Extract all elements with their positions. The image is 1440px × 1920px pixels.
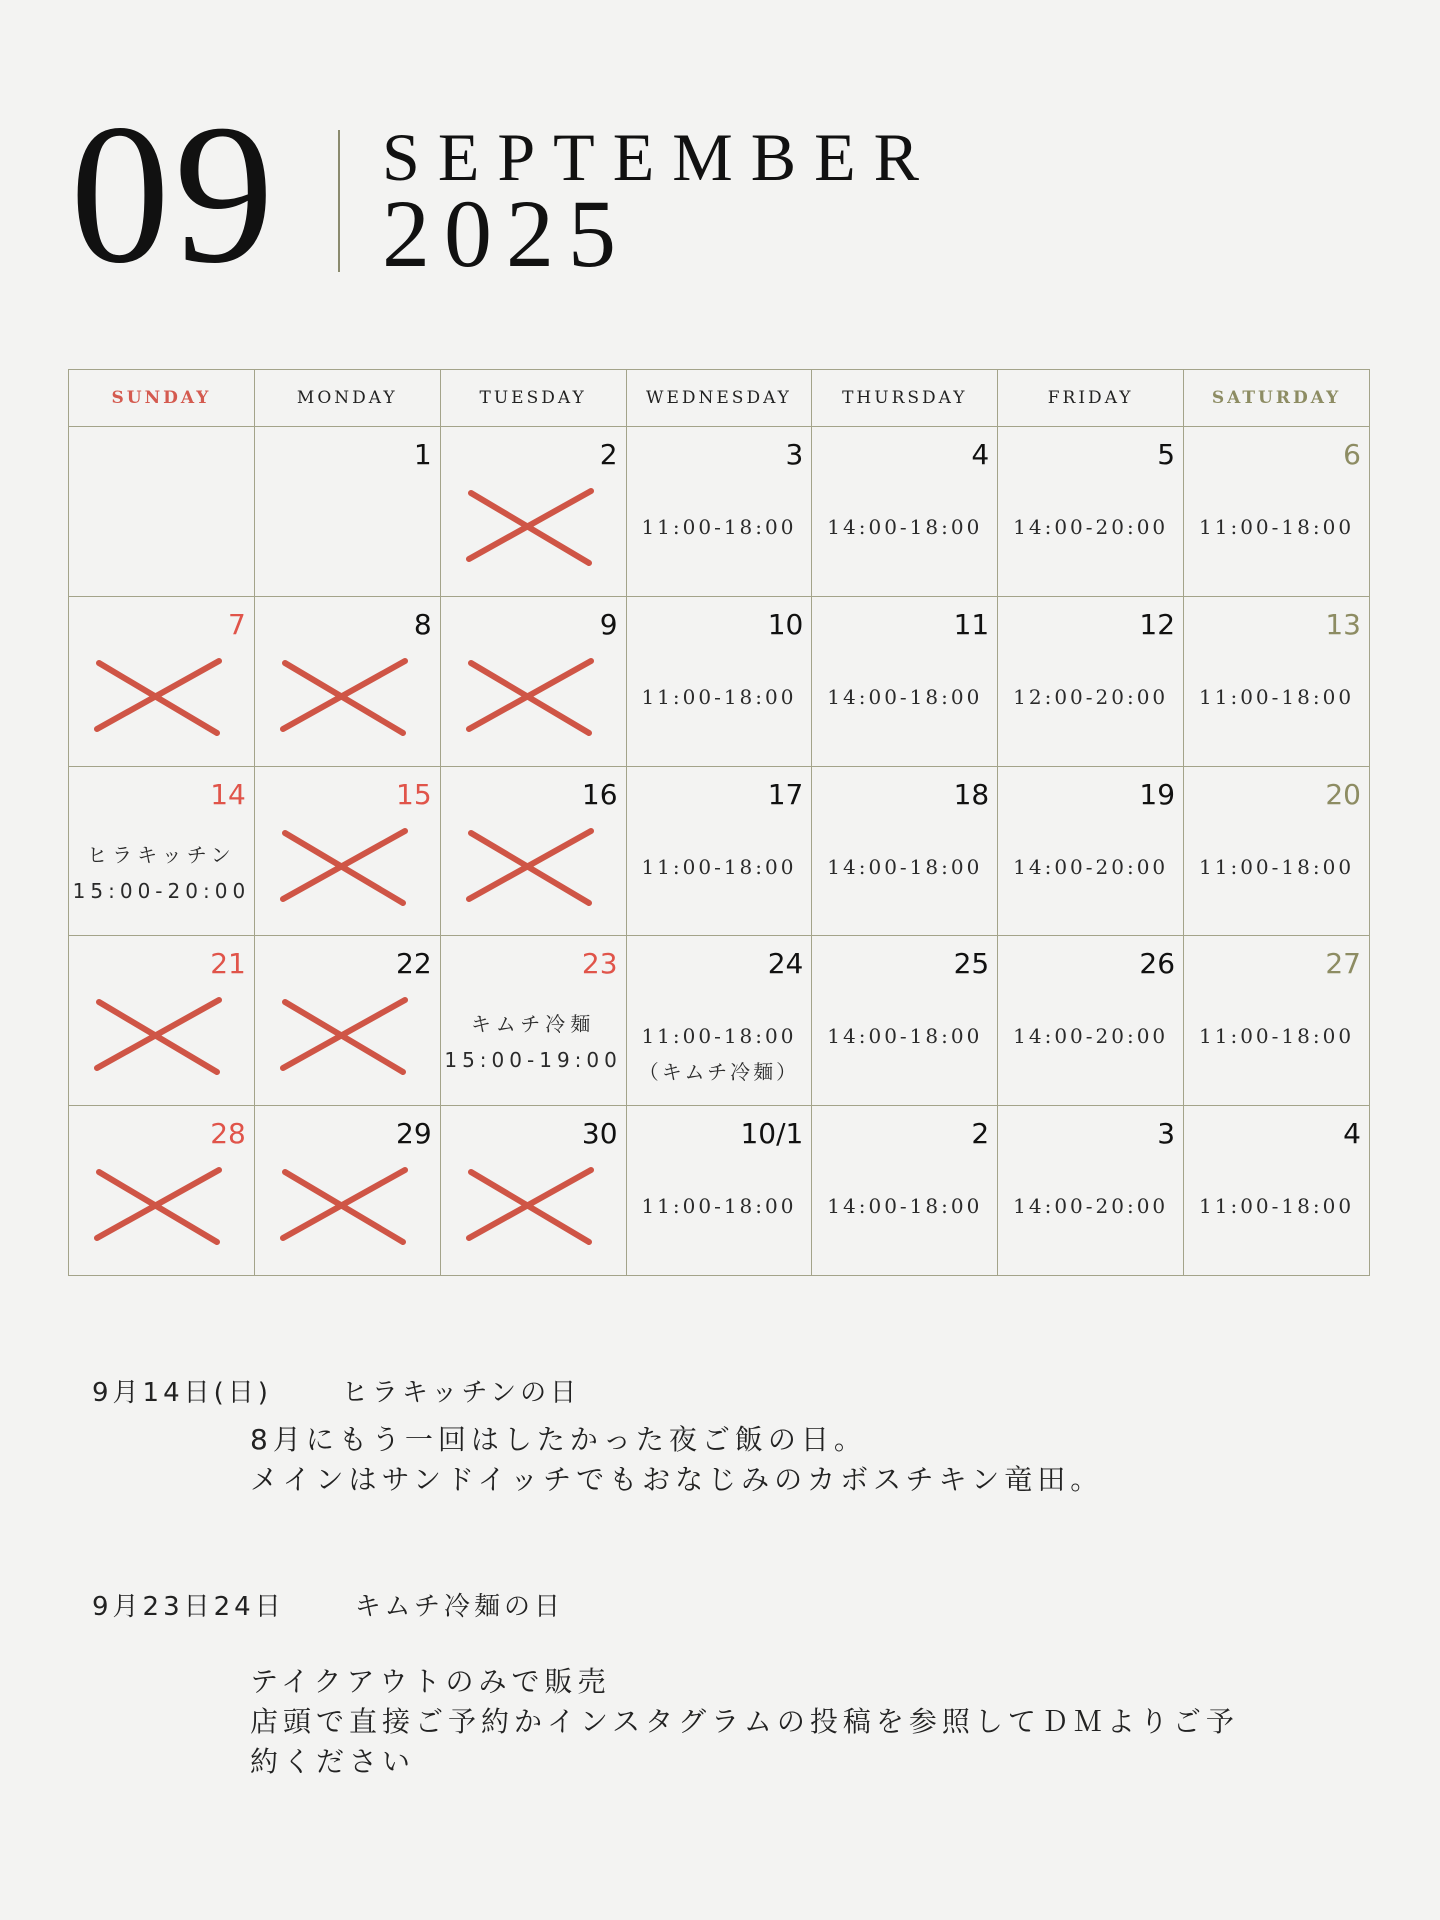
day-cell [812,1106,998,1276]
opening-hours [1184,685,1369,709]
day-cell [998,1106,1184,1276]
hours-text: 11:00-18:00 [641,1024,797,1049]
note-line: テイクアウトのみで販売 [250,1665,611,1698]
year: 2025 [382,180,630,287]
day-cell [812,766,998,936]
day-cell [1184,1106,1370,1276]
day-cell [812,596,998,766]
hours-text: 14:00-20:00 [1013,854,1169,879]
day-number: 10/1 [740,1117,804,1151]
event-info [69,837,254,909]
hours-text: 11:00-18:00 [641,684,797,709]
opening-hours [812,515,997,539]
weekday-monday: MONDAY [254,370,440,427]
day-cell [1184,596,1370,766]
day-number: 27 [1325,947,1361,981]
day-number: 19 [1139,777,1176,811]
weekday-row [69,370,1370,427]
day-number: 2 [599,438,618,471]
day-number: 8 [413,607,432,641]
day-number: 6 [1343,438,1361,471]
day-cell [626,936,812,1106]
day-number: 5 [1157,438,1176,471]
opening-hours [812,855,997,879]
week-row [69,596,1370,766]
note-heading [92,1372,580,1409]
day-number: 23 [581,947,618,981]
note-date: 9月14日(日) [92,1378,272,1408]
event-hours: 15:00-19:00 [444,1048,622,1073]
opening-hours [998,855,1183,879]
closed-x-mark [91,645,226,745]
day-cell [998,427,1184,597]
opening-hours [1184,1194,1369,1218]
day-cell [440,427,626,597]
hours-text: 11:00-18:00 [641,1194,797,1219]
hours-text: 14:00-20:00 [1013,1194,1169,1219]
weekday-wednesday: WEDNESDAY [626,370,812,427]
day-cell [440,596,626,766]
day-cell [626,427,812,597]
day-number: 22 [396,947,432,981]
opening-hours [627,1018,812,1090]
day-number: 12 [1139,607,1176,641]
day-number: 28 [210,1117,246,1151]
day-cell [440,766,626,936]
note-heading [92,1586,564,1623]
calendar-grid [68,369,1370,1276]
day-cell [254,1106,440,1276]
hours-text: 11:00-18:00 [1199,1194,1355,1219]
hours-text: 11:00-18:00 [1199,1024,1355,1049]
weekday-thursday: THURSDAY [812,370,998,427]
month-number: 09 [70,84,278,305]
opening-hours [998,1194,1183,1218]
event-info [441,1006,626,1078]
note-line: メインはサンドイッチでもおなじみのカボスチキン竜田。 [250,1463,1104,1496]
hours-text: 14:00-18:00 [827,1024,983,1049]
note-body [250,1420,1320,1500]
closed-x-mark [277,815,412,915]
day-cell [998,766,1184,936]
header-divider [338,130,340,272]
day-number: 25 [953,947,990,981]
closed-x-mark [277,1154,412,1254]
opening-hours [627,855,812,879]
day-cell [998,596,1184,766]
day-cell [626,596,812,766]
hours-text: 12:00-20:00 [1013,684,1169,709]
note-title: ヒラキッチンの日 [341,1378,581,1408]
opening-hours [1184,855,1369,879]
weekday-friday: FRIDAY [998,370,1184,427]
hours-text: 14:00-18:00 [827,684,983,709]
hours-note: （キムチ冷麺） [638,1060,800,1085]
weekday-saturday: SATURDAY [1184,370,1370,427]
day-cell [254,936,440,1106]
opening-hours [812,1024,997,1048]
week-row [69,1106,1370,1276]
closed-x-mark [463,475,598,575]
opening-hours [812,1194,997,1218]
day-cell [69,1106,255,1276]
closed-x-mark [91,1154,226,1254]
opening-hours [998,1024,1183,1048]
opening-hours [812,685,997,709]
hours-text: 14:00-20:00 [1013,1024,1169,1049]
day-cell [254,427,440,597]
day-cell [440,1106,626,1276]
day-cell [440,936,626,1106]
event-name: ヒラキッチン [87,842,236,867]
closed-x-mark [463,815,598,915]
day-number: 16 [581,777,618,811]
day-number: 2 [971,1117,990,1151]
weekday-sunday: SUNDAY [69,370,255,427]
hours-text: 11:00-18:00 [1199,515,1355,539]
day-cell [812,427,998,597]
day-cell [69,427,255,597]
day-cell [69,936,255,1106]
hours-text: 11:00-18:00 [1199,684,1355,709]
day-number: 3 [785,438,804,471]
note-body [250,1662,1320,1782]
hours-text: 14:00-18:00 [827,1194,983,1219]
day-number: 7 [228,607,246,641]
closed-x-mark [91,984,226,1084]
closed-x-mark [463,645,598,745]
day-cell [812,936,998,1106]
event-name: キムチ冷麺 [470,1012,596,1037]
day-number: 11 [953,607,990,641]
day-number: 17 [767,777,804,811]
event-hours: 15:00-20:00 [72,878,251,903]
day-cell [69,596,255,766]
opening-hours [627,685,812,709]
closed-x-mark [277,645,412,745]
day-number: 18 [953,777,990,811]
day-number: 4 [1343,1117,1361,1151]
day-number: 21 [210,947,246,981]
closed-x-mark [277,984,412,1084]
day-number: 29 [396,1117,432,1151]
day-cell [626,1106,812,1276]
day-number: 30 [581,1117,618,1151]
weekday-tuesday: TUESDAY [440,370,626,427]
note-line: 約ください [250,1745,416,1778]
opening-hours [627,1194,812,1218]
day-cell [626,766,812,936]
day-number: 20 [1325,777,1361,811]
day-cell [69,766,255,936]
calendar-header [0,0,1440,305]
day-number: 4 [971,438,990,471]
day-cell [1184,936,1370,1106]
opening-hours [1184,515,1369,539]
hours-text: 14:00-18:00 [827,854,983,879]
week-row [69,427,1370,597]
day-number: 10 [767,607,804,641]
day-cell [254,596,440,766]
day-number: 13 [1325,607,1361,641]
hours-text: 14:00-20:00 [1013,515,1169,539]
day-cell [998,936,1184,1106]
note-line: 8月にもう一回はしたかった夜ご飯の日。 [250,1423,867,1456]
month-name: SEPTEMBER [382,119,937,195]
day-number: 14 [210,777,246,811]
opening-hours [998,685,1183,709]
day-number: 1 [413,438,432,471]
hours-text: 14:00-18:00 [827,515,983,539]
hours-text: 11:00-18:00 [641,515,797,539]
day-cell [1184,766,1370,936]
opening-hours [998,515,1183,539]
week-row [69,936,1370,1106]
closed-x-mark [463,1154,598,1254]
day-number: 15 [396,777,432,811]
hours-text: 11:00-18:00 [641,854,797,879]
week-row [69,766,1370,936]
day-number: 9 [599,607,618,641]
note-date: 9月23日24日 [92,1592,285,1622]
opening-hours [1184,1024,1369,1048]
day-cell [1184,427,1370,597]
day-number: 26 [1139,947,1176,981]
day-number: 24 [767,947,804,981]
opening-hours [627,515,812,539]
note-title: キムチ冷麺の日 [354,1592,564,1622]
day-cell [254,766,440,936]
hours-text: 11:00-18:00 [1199,854,1355,879]
day-number: 3 [1157,1117,1176,1151]
note-line: 店頭で直接ご予約かインスタグラムの投稿を参照してＤＭよりご予 [250,1705,1239,1738]
